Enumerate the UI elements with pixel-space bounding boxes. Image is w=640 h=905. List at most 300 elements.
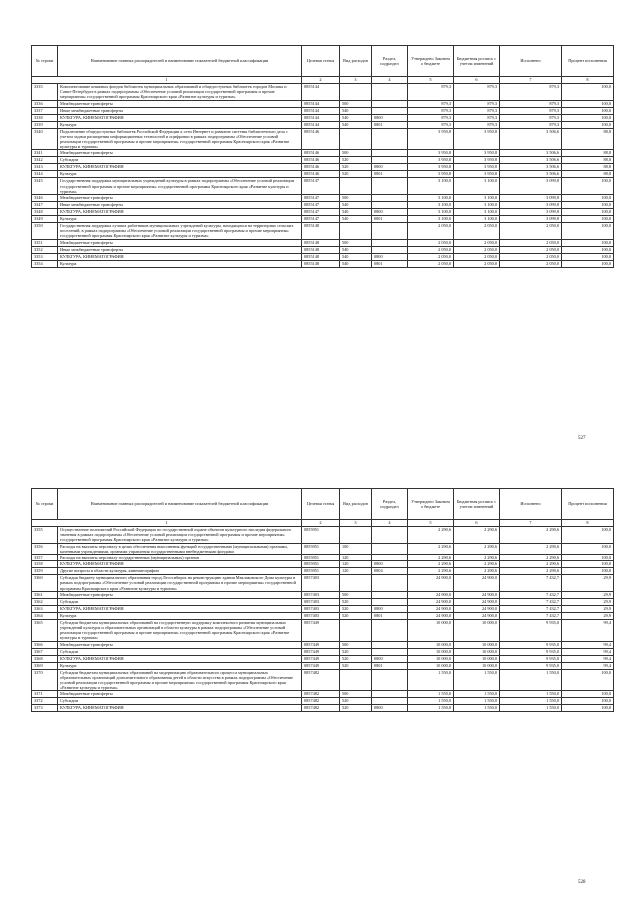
expense-kind: 500 — [340, 641, 372, 648]
approved-amount: 1 550,0 — [408, 705, 454, 712]
percent-executed: 99,4 — [562, 641, 614, 648]
index-cell: 3 — [340, 77, 372, 84]
approved-amount: 24 900,0 — [408, 575, 454, 592]
expense-kind: 540 — [340, 253, 372, 260]
expense-kind: 520 — [340, 698, 372, 705]
approved-amount: 879,3 — [408, 121, 454, 128]
section-code — [372, 698, 408, 705]
approved-amount: 2 290,6 — [408, 555, 454, 561]
list-amount: 3 100,0 — [454, 195, 500, 202]
row-name: Субсидии бюджетам муниципальных образований на государственную поддержку комплексного развития муниципальных учреждений культуры и образовательных организаций в области культуры в рамках подпрограммы «Обеспечение условий реализации государственной программы и прочие мероприятия» государственной программы Красноярского края «Развитие культуры и туризма» — [58, 619, 302, 641]
executed-amount: 3 099,8 — [500, 202, 562, 209]
table-row — [32, 246, 614, 253]
section-code: 0804 — [372, 568, 408, 575]
expense-kind: 540 — [340, 121, 372, 128]
percent-executed: 100,0 — [562, 543, 614, 554]
approved-amount: 2 050,0 — [408, 253, 454, 260]
section-code: 0801 — [372, 260, 408, 267]
row-name: Межбюджетные трансферты — [58, 691, 302, 698]
header-executed: Исполнено — [500, 46, 562, 77]
approved-amount: 1 550,0 — [408, 698, 454, 705]
percent-executed: 100,0 — [562, 691, 614, 698]
section-code — [372, 178, 408, 195]
expense-kind: 520 — [340, 157, 372, 164]
target-article: 0857403 — [302, 605, 340, 612]
index-cell: 4 — [372, 520, 408, 527]
index-cell: 5 — [408, 520, 454, 527]
budget-table — [31, 45, 614, 268]
section-code — [372, 150, 408, 157]
target-article: 0855144 — [302, 114, 340, 121]
target-article: 0857482 — [302, 705, 340, 712]
table-row — [32, 260, 614, 267]
row-name: КУЛЬТУРА, КИНЕМАТОГРАФИЯ — [58, 253, 302, 260]
header-section: Раздел, подраздел — [372, 46, 408, 77]
executed-amount: 3 506,6 — [500, 171, 562, 178]
target-article: 0857482 — [302, 698, 340, 705]
row-name: КУЛЬТУРА, КИНЕМАТОГРАФИЯ — [58, 114, 302, 121]
row-number: 3365 — [32, 619, 58, 641]
table-row — [32, 121, 614, 128]
target-article: 0855146 — [302, 150, 340, 157]
approved-amount: 10 000,0 — [408, 648, 454, 655]
table-row — [32, 698, 614, 705]
table-row — [32, 164, 614, 171]
table-row — [32, 223, 614, 240]
executed-amount: 879,3 — [500, 121, 562, 128]
executed-amount: 9 935,0 — [500, 655, 562, 662]
executed-amount: 3 099,8 — [500, 216, 562, 223]
target-article: 0855147 — [302, 178, 340, 195]
executed-amount: 3 099,8 — [500, 195, 562, 202]
executed-amount: 9 935,0 — [500, 662, 562, 669]
list-amount: 1 550,0 — [454, 691, 500, 698]
row-number: 3355 — [32, 527, 58, 544]
expense-kind: 500 — [340, 100, 372, 107]
table-row — [32, 202, 614, 209]
percent-executed: 100,0 — [562, 561, 614, 568]
approved-amount: 24 900,0 — [408, 605, 454, 612]
row-number: 3354 — [32, 260, 58, 267]
row-name: Субсидия бюджету муниципального образования город Лесосибирск на реконструкцию здания Маклаковского Дома культуры в рамках подпрограммы «Обеспечение условий реализации государственной программы и прочие мероприятия» государственной программы Красноярского края «Развитие культуры и туризма» — [58, 575, 302, 592]
row-number: 3348 — [32, 209, 58, 216]
percent-executed: 29,9 — [562, 605, 614, 612]
target-article: 0857403 — [302, 612, 340, 619]
executed-amount: 2 290,6 — [500, 568, 562, 575]
table-row — [32, 669, 614, 691]
executed-amount: 9 935,0 — [500, 648, 562, 655]
expense-kind: 500 — [340, 591, 372, 598]
section-code — [372, 202, 408, 209]
header-row — [32, 46, 614, 77]
percent-executed: 100,0 — [562, 107, 614, 114]
executed-amount: 7 432,7 — [500, 575, 562, 592]
percent-executed: 100,0 — [562, 527, 614, 544]
approved-amount: 1 550,0 — [408, 691, 454, 698]
table-row — [32, 84, 614, 101]
index-cell: 7 — [500, 77, 562, 84]
target-article: 0857449 — [302, 662, 340, 669]
section-code: 0800 — [372, 164, 408, 171]
approved-amount: 2 290,6 — [408, 543, 454, 554]
expense-kind: 120 — [340, 561, 372, 568]
section-code: 0800 — [372, 605, 408, 612]
table-row — [32, 128, 614, 150]
expense-kind: 540 — [340, 246, 372, 253]
expense-kind — [340, 527, 372, 544]
index-cell: 6 — [454, 77, 500, 84]
row-name: Комплектование книжных фондов библиотек муниципальных образований и общедоступных библиотек городов Москвы и Санкт-Петербурга в рамках подпрограммы «Обеспечение условий реализации государственной программы и прочие мероприятия» государственной программы Красноярского края «Развитие культуры и туризма» — [58, 84, 302, 101]
section-code — [372, 669, 408, 691]
approved-amount: 879,3 — [408, 107, 454, 114]
executed-amount: 1 550,0 — [500, 669, 562, 691]
executed-amount: 1 550,0 — [500, 705, 562, 712]
expense-kind — [340, 223, 372, 240]
row-name: Государственная поддержка лучших работников муниципальных учреждений культуры, находящихся на территориях сельских поселений, в рамках подпрограммы «Обеспечение условий реализации государственной программы и прочие мероприятия» государственной программы Красноярского края «Развитие культуры и туризма» — [58, 223, 302, 240]
approved-amount: 3 100,0 — [408, 209, 454, 216]
approved-amount: 3 950,8 — [408, 157, 454, 164]
approved-amount: 10 000,0 — [408, 655, 454, 662]
row-number: 3358 — [32, 561, 58, 568]
percent-executed: 99,4 — [562, 619, 614, 641]
target-article: 0855144 — [302, 121, 340, 128]
section-code — [372, 591, 408, 598]
executed-amount: 1 550,0 — [500, 691, 562, 698]
percent-executed: 29,9 — [562, 575, 614, 592]
list-amount: 10 000,0 — [454, 655, 500, 662]
index-cell: 5 — [408, 77, 454, 84]
expense-kind — [340, 575, 372, 592]
executed-amount: 9 935,0 — [500, 619, 562, 641]
list-amount: 3 100,0 — [454, 178, 500, 195]
row-name: Иные межбюджетные трансферты — [58, 107, 302, 114]
target-article: 0855148 — [302, 253, 340, 260]
expense-kind: 520 — [340, 612, 372, 619]
percent-executed: 99,4 — [562, 648, 614, 655]
table-row — [32, 575, 614, 592]
percent-executed: 88,8 — [562, 157, 614, 164]
row-number: 3347 — [32, 202, 58, 209]
target-article: 0857403 — [302, 575, 340, 592]
executed-amount: 3 506,6 — [500, 157, 562, 164]
percent-executed: 100,0 — [562, 698, 614, 705]
list-amount: 2 050,0 — [454, 246, 500, 253]
percent-executed: 100,0 — [562, 568, 614, 575]
target-article: 0857449 — [302, 655, 340, 662]
list-amount: 1 550,0 — [454, 698, 500, 705]
row-number: 3364 — [32, 612, 58, 619]
approved-amount: 10 000,0 — [408, 619, 454, 641]
row-number: 3343 — [32, 164, 58, 171]
list-amount: 2 050,0 — [454, 239, 500, 246]
list-amount: 879,3 — [454, 84, 500, 101]
row-name: Субсидии — [58, 648, 302, 655]
percent-executed: 100,0 — [562, 253, 614, 260]
executed-amount: 3 099,8 — [500, 178, 562, 195]
table-row — [32, 239, 614, 246]
section-code — [372, 691, 408, 698]
list-amount: 879,3 — [454, 100, 500, 107]
section-code: 0800 — [372, 705, 408, 712]
row-number: 3352 — [32, 246, 58, 253]
executed-amount: 7 432,7 — [500, 605, 562, 612]
percent-executed: 100,0 — [562, 669, 614, 691]
row-number: 3361 — [32, 591, 58, 598]
target-article: 0855951 — [302, 555, 340, 561]
list-amount: 2 290,6 — [454, 527, 500, 544]
target-article: 0855147 — [302, 216, 340, 223]
section-code — [372, 543, 408, 554]
table-row — [32, 195, 614, 202]
expense-kind — [340, 84, 372, 101]
expense-kind: 120 — [340, 568, 372, 575]
table-row — [32, 157, 614, 164]
expense-kind: 540 — [340, 209, 372, 216]
target-article: 0857482 — [302, 669, 340, 691]
row-name: Культура — [58, 662, 302, 669]
executed-amount: 2 050,0 — [500, 223, 562, 240]
expense-kind: 520 — [340, 605, 372, 612]
list-amount: 10 000,0 — [454, 641, 500, 648]
approved-amount: 2 050,0 — [408, 246, 454, 253]
approved-amount: 10 000,0 — [408, 641, 454, 648]
row-number: 3353 — [32, 253, 58, 260]
row-number: 3350 — [32, 223, 58, 240]
header-list: Бюджетная роспись с учетом изменений — [454, 489, 500, 520]
index-cell: 1 — [32, 77, 302, 84]
list-amount: 879,3 — [454, 114, 500, 121]
approved-amount: 3 100,0 — [408, 195, 454, 202]
section-code: 0800 — [372, 561, 408, 568]
approved-amount: 3 100,0 — [408, 178, 454, 195]
table-row — [32, 619, 614, 641]
index-cell: 1 — [32, 520, 302, 527]
executed-amount: 9 935,0 — [500, 641, 562, 648]
expense-kind: 500 — [340, 150, 372, 157]
row-name: КУЛЬТУРА, КИНЕМАТОГРАФИЯ — [58, 605, 302, 612]
section-code — [372, 575, 408, 592]
target-article: 0855147 — [302, 202, 340, 209]
header-section: Раздел, подраздел — [372, 489, 408, 520]
expense-kind: 500 — [340, 195, 372, 202]
table-row — [32, 216, 614, 223]
row-number: 3340 — [32, 128, 58, 150]
section-code — [372, 128, 408, 150]
table-row — [32, 705, 614, 712]
row-name: Межбюджетные трансферты — [58, 641, 302, 648]
target-article: 0857449 — [302, 648, 340, 655]
target-article: 0855146 — [302, 128, 340, 150]
row-name: Культура — [58, 612, 302, 619]
table-row — [32, 662, 614, 669]
row-name: Межбюджетные трансферты — [58, 591, 302, 598]
table-row — [32, 100, 614, 107]
table-row — [32, 178, 614, 195]
table-row — [32, 543, 614, 554]
executed-amount: 1 550,0 — [500, 698, 562, 705]
section-code: 0801 — [372, 662, 408, 669]
approved-amount: 2 290,6 — [408, 568, 454, 575]
row-name: КУЛЬТУРА, КИНЕМАТОГРАФИЯ — [58, 164, 302, 171]
row-number: 3357 — [32, 555, 58, 561]
expense-kind: 520 — [340, 662, 372, 669]
section-code — [372, 84, 408, 101]
list-amount: 879,3 — [454, 107, 500, 114]
executed-amount: 2 050,0 — [500, 246, 562, 253]
list-amount: 24 900,0 — [454, 605, 500, 612]
list-amount: 3 950,8 — [454, 150, 500, 157]
approved-amount: 3 950,8 — [408, 150, 454, 157]
row-number: 3367 — [32, 648, 58, 655]
approved-amount: 879,3 — [408, 100, 454, 107]
percent-executed: 100,0 — [562, 216, 614, 223]
row-number: 3341 — [32, 150, 58, 157]
executed-amount: 2 050,0 — [500, 260, 562, 267]
percent-executed: 100,0 — [562, 223, 614, 240]
percent-executed: 99,4 — [562, 655, 614, 662]
expense-kind: 540 — [340, 260, 372, 267]
row-number: 3368 — [32, 655, 58, 662]
row-number: 3337 — [32, 107, 58, 114]
section-code — [372, 223, 408, 240]
section-code — [372, 246, 408, 253]
row-number: 3359 — [32, 568, 58, 575]
percent-executed: 88,8 — [562, 164, 614, 171]
executed-amount: 2 290,6 — [500, 555, 562, 561]
row-number: 3371 — [32, 691, 58, 698]
page-number: 527 — [578, 436, 586, 441]
section-code — [372, 619, 408, 641]
percent-executed: 100,0 — [562, 209, 614, 216]
section-code: 0800 — [372, 655, 408, 662]
header-approved: Утверждено Законом о бюджете — [408, 489, 454, 520]
section-code — [372, 641, 408, 648]
header-approved: Утверждено Законом о бюджете — [408, 46, 454, 77]
header-percent: Процент исполнения — [562, 489, 614, 520]
row-number: 3366 — [32, 641, 58, 648]
target-article: 0857449 — [302, 619, 340, 641]
row-number: 3363 — [32, 605, 58, 612]
table-row — [32, 107, 614, 114]
expense-kind: 120 — [340, 555, 372, 561]
table-body — [32, 84, 614, 268]
approved-amount: 2 050,0 — [408, 260, 454, 267]
list-amount: 3 950,8 — [454, 164, 500, 171]
header-executed: Исполнено — [500, 489, 562, 520]
target-article: 0855144 — [302, 107, 340, 114]
budget-table — [31, 488, 614, 712]
percent-executed: 100,0 — [562, 260, 614, 267]
percent-executed: 100,0 — [562, 555, 614, 561]
table-row — [32, 648, 614, 655]
target-article: 0855147 — [302, 195, 340, 202]
header-target: Целевая статья — [302, 489, 340, 520]
list-amount: 2 290,6 — [454, 568, 500, 575]
table-row — [32, 150, 614, 157]
approved-amount: 2 050,0 — [408, 239, 454, 246]
percent-executed: 29,9 — [562, 598, 614, 605]
table-row — [32, 655, 614, 662]
percent-executed: 88,8 — [562, 128, 614, 150]
expense-kind: 100 — [340, 543, 372, 554]
list-amount: 10 000,0 — [454, 648, 500, 655]
executed-amount: 7 432,7 — [500, 591, 562, 598]
row-name: Другие вопросы в области культуры, кинематографии — [58, 568, 302, 575]
row-number: 3373 — [32, 705, 58, 712]
header-percent: Процент исполнения — [562, 46, 614, 77]
percent-executed: 100,0 — [562, 121, 614, 128]
budget-sheet-page-528 — [31, 488, 613, 712]
row-name: Расходы на выплаты персоналу в целях обеспечения выполнения функций государственными (муниципальными) органами, казенными учреждениями, органами управления государственными внебюджетными фондами — [58, 543, 302, 554]
approved-amount: 3 100,0 — [408, 202, 454, 209]
target-article: 0855144 — [302, 100, 340, 107]
row-name: Культура — [58, 260, 302, 267]
percent-executed: 100,0 — [562, 100, 614, 107]
row-number: 3345 — [32, 178, 58, 195]
row-name: Иные межбюджетные трансферты — [58, 202, 302, 209]
section-code — [372, 598, 408, 605]
approved-amount: 2 290,6 — [408, 527, 454, 544]
executed-amount: 2 290,6 — [500, 543, 562, 554]
row-name: Культура — [58, 121, 302, 128]
row-number: 3351 — [32, 239, 58, 246]
approved-amount: 24 900,0 — [408, 591, 454, 598]
header-name: Наименование главных распорядителей и наименование показателей бюджетной классификации — [58, 489, 302, 520]
section-code: 0801 — [372, 216, 408, 223]
expense-kind: 520 — [340, 164, 372, 171]
row-name: Государственная поддержка муниципальных учреждений культуры в рамках подпрограммы «Обеспечение условий реализации государственной программы и прочие мероприятия» государственной программы Красноярского края «Развитие культуры и туризма» — [58, 178, 302, 195]
table-row — [32, 114, 614, 121]
expense-kind: 520 — [340, 171, 372, 178]
row-name: КУЛЬТУРА, КИНЕМАТОГРАФИЯ — [58, 705, 302, 712]
list-amount: 1 550,0 — [454, 705, 500, 712]
row-name: Осуществление полномочий Российской Федерации по государственной охране объектов культурного наследия федерального значения в рамках подпрограммы «Обеспечение условий реализации государственной программы и прочие мероприятия» государственной программы Красноярского края «Развитие культуры и туризма» — [58, 527, 302, 544]
section-code — [372, 648, 408, 655]
target-article: 0855148 — [302, 246, 340, 253]
list-amount: 24 900,0 — [454, 575, 500, 592]
section-code: 0800 — [372, 114, 408, 121]
executed-amount: 3 099,8 — [500, 209, 562, 216]
index-cell: 2 — [302, 520, 340, 527]
section-code: 0800 — [372, 253, 408, 260]
list-amount: 3 100,0 — [454, 209, 500, 216]
percent-executed: 100,0 — [562, 84, 614, 101]
percent-executed: 29,9 — [562, 591, 614, 598]
table-row — [32, 171, 614, 178]
expense-kind: 520 — [340, 648, 372, 655]
header-target: Целевая статья — [302, 46, 340, 77]
approved-amount: 879,3 — [408, 84, 454, 101]
expense-kind: 540 — [340, 202, 372, 209]
index-row — [32, 77, 614, 84]
table-row — [32, 591, 614, 598]
row-number: 3369 — [32, 662, 58, 669]
table-row — [32, 568, 614, 575]
target-article: 0855146 — [302, 164, 340, 171]
expense-kind: 500 — [340, 239, 372, 246]
section-code — [372, 195, 408, 202]
row-number: 3370 — [32, 669, 58, 691]
approved-amount: 1 550,0 — [408, 669, 454, 691]
percent-executed: 100,0 — [562, 239, 614, 246]
percent-executed: 88,8 — [562, 150, 614, 157]
header-row — [32, 489, 614, 520]
index-cell: 6 — [454, 520, 500, 527]
row-number: 3346 — [32, 195, 58, 202]
row-name: Межбюджетные трансферты — [58, 195, 302, 202]
row-name: Расходы на выплаты персоналу государственных (муниципальных) органов — [58, 555, 302, 561]
row-name: Субсидии бюджетам муниципальных образований на модернизацию образовательного процесса муниципальных образовательных организаций дополнительного образования детей в области искусства в рамках подпрограммы «Обеспечение условий реализации государственной программы и прочие мероприятия» государственной программы Красноярского края «Развитие культуры и туризма» — [58, 669, 302, 691]
